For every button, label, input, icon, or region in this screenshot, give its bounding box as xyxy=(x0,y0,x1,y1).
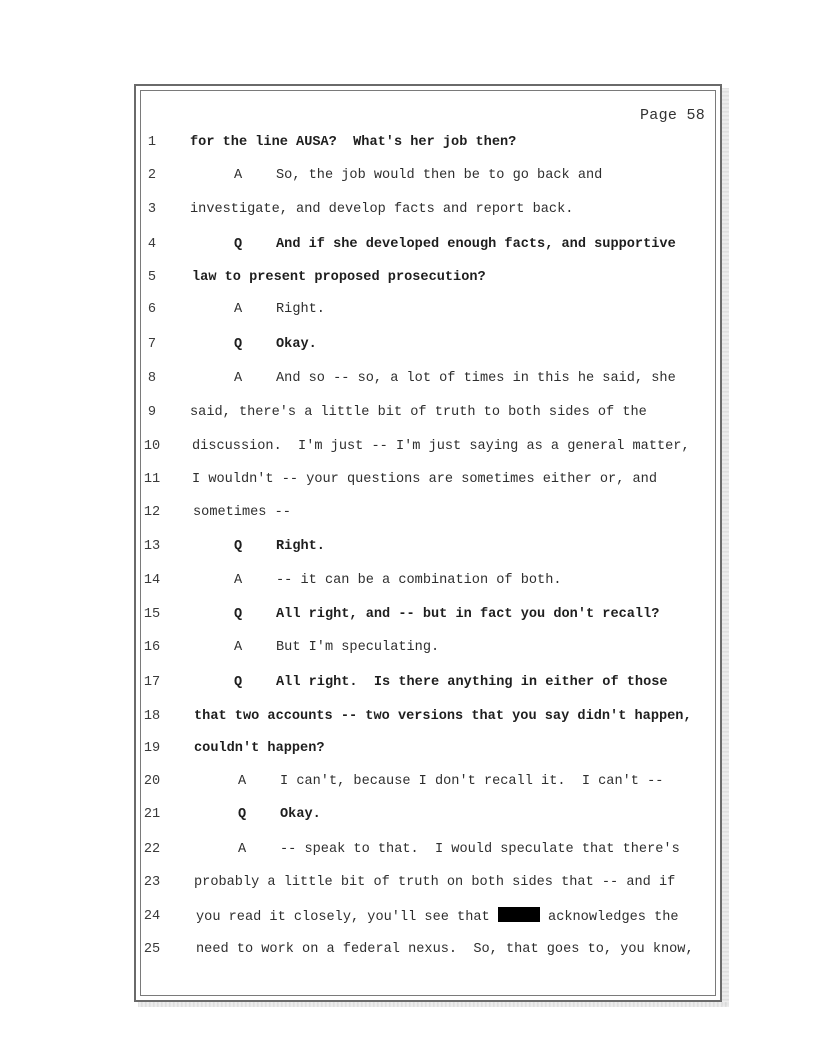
line-text xyxy=(190,300,325,320)
line-number: 15 xyxy=(143,607,161,622)
question-marker: Q xyxy=(234,607,243,622)
line-text xyxy=(194,739,325,759)
line-number: 18 xyxy=(143,709,161,724)
line-text xyxy=(190,605,659,625)
line-number: 3 xyxy=(147,202,157,217)
line-number: 17 xyxy=(143,675,161,690)
line-number: 7 xyxy=(147,337,157,352)
line-number: 10 xyxy=(143,439,161,454)
transcript-line xyxy=(0,200,816,220)
line-text xyxy=(190,235,676,255)
question-marker: Q xyxy=(238,807,247,822)
line-number: 19 xyxy=(143,741,161,756)
line-content: I can't, because I don't recall it. I can't -- xyxy=(280,774,664,789)
line-content: Okay. xyxy=(280,807,321,822)
line-number: 13 xyxy=(143,539,161,554)
line-content: All right, and -- but in fact you don't recall? xyxy=(276,607,660,622)
line-number: 4 xyxy=(147,237,157,252)
transcript-line xyxy=(0,268,816,288)
transcript-line xyxy=(0,840,816,860)
line-number: 9 xyxy=(147,405,157,420)
transcript-line xyxy=(0,335,816,355)
line-number: 21 xyxy=(143,807,161,822)
line-number: 8 xyxy=(147,371,157,386)
line-number: 16 xyxy=(143,640,161,655)
line-content: I wouldn't -- your questions are sometimes either or, and xyxy=(192,472,657,487)
line-text xyxy=(194,805,321,825)
answer-marker: A xyxy=(234,168,243,183)
line-text xyxy=(196,940,694,960)
page-number: Page 58 xyxy=(640,107,706,124)
line-text xyxy=(190,638,439,658)
line-content: Okay. xyxy=(276,337,317,352)
line-text xyxy=(194,873,675,893)
line-content: discussion. I'm just -- I'm just saying as a general matter, xyxy=(192,439,690,454)
transcript-line xyxy=(0,907,816,927)
line-number: 12 xyxy=(143,505,161,520)
line-text xyxy=(190,537,325,557)
question-marker: Q xyxy=(234,539,243,554)
line-number: 25 xyxy=(143,942,161,957)
transcript-line xyxy=(0,772,816,792)
line-text xyxy=(196,907,679,928)
page-edge-shadow-bottom xyxy=(138,1002,729,1007)
transcript-line xyxy=(0,166,816,186)
line-text xyxy=(192,437,690,457)
line-number: 2 xyxy=(147,168,157,183)
line-text xyxy=(190,335,317,355)
line-text xyxy=(190,200,573,220)
line-content: sometimes -- xyxy=(193,505,291,520)
line-content: for the line AUSA? What's her job then? xyxy=(190,135,517,150)
line-number: 1 xyxy=(147,135,157,150)
question-marker: Q xyxy=(234,337,243,352)
line-text xyxy=(193,503,291,523)
line-text xyxy=(192,470,657,490)
line-text xyxy=(194,772,663,792)
transcript-line xyxy=(0,300,816,320)
line-text xyxy=(190,571,562,591)
line-number: 24 xyxy=(143,909,161,924)
line-text xyxy=(190,166,602,186)
line-content: couldn't happen? xyxy=(194,741,325,756)
line-content: need to work on a federal nexus. So, that goes to, you know, xyxy=(196,942,694,957)
transcript-line xyxy=(0,571,816,591)
transcript-line xyxy=(0,940,816,960)
line-content: Right. xyxy=(276,539,325,554)
answer-marker: A xyxy=(234,573,243,588)
line-text xyxy=(190,673,668,693)
line-number: 23 xyxy=(143,875,161,890)
line-text xyxy=(190,133,516,153)
transcript-line xyxy=(0,673,816,693)
line-content: -- speak to that. I would speculate that there's xyxy=(280,842,680,857)
transcript-line xyxy=(0,739,816,759)
line-content: probably a little bit of truth on both sides that -- and if xyxy=(194,875,676,890)
answer-marker: A xyxy=(238,842,247,857)
transcript-line xyxy=(0,873,816,893)
question-marker: Q xyxy=(234,237,243,252)
transcript-line xyxy=(0,403,816,423)
line-content: So, the job would then be to go back and xyxy=(276,168,603,183)
transcript-line xyxy=(0,537,816,557)
line-content: law to present proposed prosecution? xyxy=(192,270,486,285)
transcript-line xyxy=(0,805,816,825)
transcript-line xyxy=(0,707,816,727)
transcript-line xyxy=(0,235,816,255)
answer-marker: A xyxy=(234,640,243,655)
redaction-block xyxy=(498,907,540,922)
transcript-line xyxy=(0,638,816,658)
line-text xyxy=(194,707,692,727)
transcript-line xyxy=(0,605,816,625)
line-number: 20 xyxy=(143,774,161,789)
line-content: And so -- so, a lot of times in this he said, she xyxy=(276,371,676,386)
line-content-after-redaction: acknowledges the xyxy=(548,910,679,925)
line-text xyxy=(194,840,680,860)
line-content: investigate, and develop facts and report back. xyxy=(190,202,574,217)
line-text xyxy=(192,268,486,288)
transcript-line xyxy=(0,437,816,457)
transcript-line xyxy=(0,133,816,153)
line-text xyxy=(190,403,647,423)
line-content: said, there's a little bit of truth to both sides of the xyxy=(190,405,647,420)
line-content: And if she developed enough facts, and supportive xyxy=(276,237,676,252)
line-content: that two accounts -- two versions that you say didn't happen, xyxy=(194,709,692,724)
transcript-line xyxy=(0,470,816,490)
line-content: But I'm speculating. xyxy=(276,640,440,655)
transcript-line xyxy=(0,503,816,523)
line-number: 11 xyxy=(143,472,161,487)
line-content: -- it can be a combination of both. xyxy=(276,573,562,588)
line-content: you read it closely, you'll see that xyxy=(196,910,490,925)
line-number: 22 xyxy=(143,842,161,857)
question-marker: Q xyxy=(234,675,243,690)
answer-marker: A xyxy=(238,774,247,789)
line-number: 6 xyxy=(147,302,157,317)
line-number: 14 xyxy=(143,573,161,588)
line-content: Right. xyxy=(276,302,325,317)
line-text xyxy=(190,369,676,389)
line-number: 5 xyxy=(147,270,157,285)
answer-marker: A xyxy=(234,302,243,317)
transcript-line xyxy=(0,369,816,389)
answer-marker: A xyxy=(234,371,243,386)
line-content: All right. Is there anything in either of those xyxy=(276,675,668,690)
